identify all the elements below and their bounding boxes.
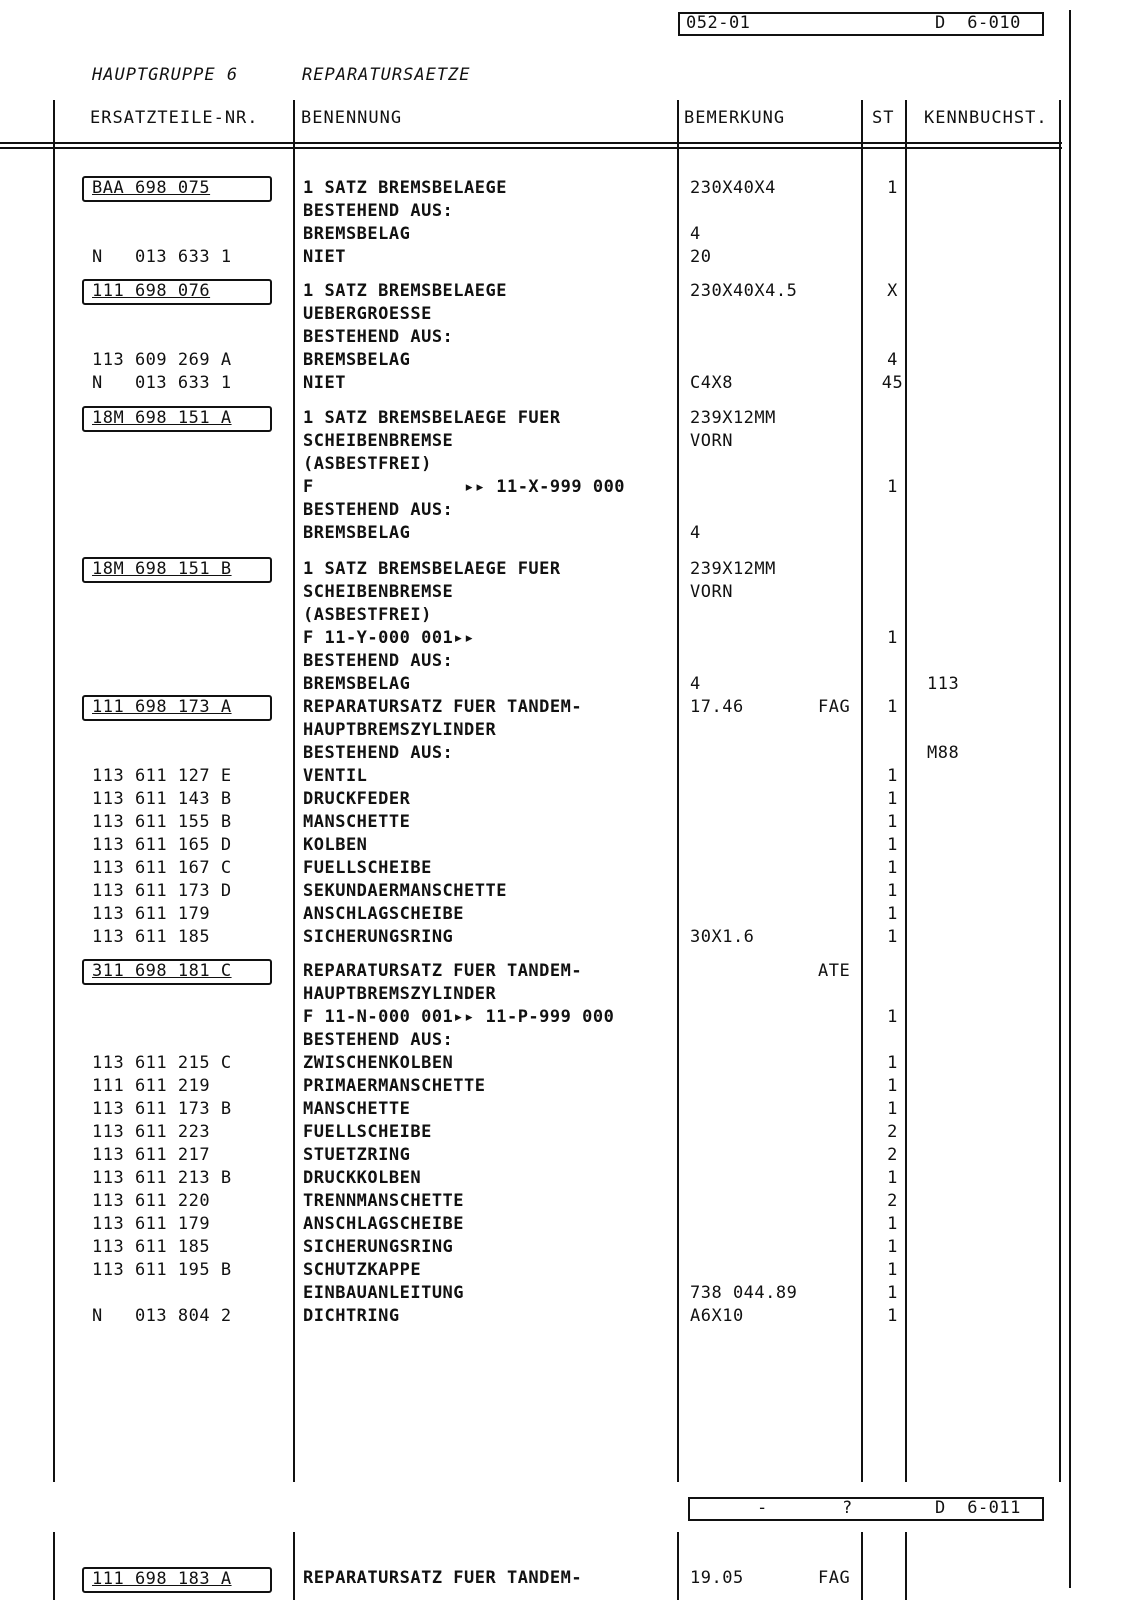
part-description: VENTIL [303,766,368,786]
header-rule [0,142,1062,144]
group-subtitle: REPARATURSAETZE [302,65,471,85]
part-description: DRUCKFEDER [303,789,411,809]
part-description: FUELLSCHEIBE [303,858,432,878]
part-description: F ▸▸ 11-X-999 000 [303,477,626,497]
column-line-2 [293,100,295,1482]
part-quantity: 2 [887,1145,898,1165]
part-description: BESTEHEND AUS: [303,651,454,671]
group-title: HAUPTGRUPPE 6 [92,65,239,85]
part-quantity: 2 [887,1191,898,1211]
part-description: MANSCHETTE [303,812,411,832]
part-quantity: 1 [887,697,898,717]
part-description: STUETZRING [303,1145,411,1165]
part-number: 113 611 195 B [92,1260,232,1280]
part-description: HAUPTBREMSZYLINDER [303,720,497,740]
part-remark: 239X12MM [690,408,776,428]
right-margin-line [1069,10,1071,1588]
header-rule-2 [0,147,1062,149]
part-description: (ASBESTFREI) [303,605,432,625]
part-remark: 230X40X4 [690,178,776,198]
part-quantity: 45 [881,373,904,393]
part-description: KOLBEN [303,835,368,855]
part-quantity: 1 [887,927,898,947]
part-number: 113 611 155 B [92,812,232,832]
part-remark-supplier: ATE [818,961,851,981]
part-quantity: 2 [887,1122,898,1142]
page-reference-number: D 6-010 [935,13,1021,33]
part-description: 1 SATZ BREMSBELAEGE [303,178,507,198]
part-quantity: 1 [887,1007,898,1027]
part-description: F 11-N-000 001▸▸ 11-P-999 000 [303,1007,615,1027]
part-quantity: 1 [887,766,898,786]
part-number: N 013 633 1 [92,373,232,393]
part-quantity: 4 [887,350,898,370]
part-remark: A6X10 [690,1306,744,1326]
kit-part-number: BAA 698 075 [92,178,211,198]
part-number: 113 611 185 [92,927,211,947]
part-remark: VORN [690,431,733,451]
part-number: 113 611 223 [92,1122,211,1142]
part-description: DICHTRING [303,1306,400,1326]
part-quantity: 1 [887,812,898,832]
part-quantity: X [887,281,898,301]
part-remark: 20 [690,247,712,267]
part-number: 113 611 167 C [92,858,232,878]
part-remark: 738 044.89 [690,1283,798,1303]
column-line-6 [1059,100,1061,1482]
next-page-reference-number: D 6-011 [935,1498,1021,1518]
part-description: REPARATURSATZ FUER TANDEM- [303,697,583,717]
part-description: BREMSBELAG [303,224,411,244]
next-column-line-2 [293,1532,295,1600]
part-number: 113 611 185 [92,1237,211,1257]
part-description: BREMSBELAG [303,350,411,370]
part-description: NIET [303,247,346,267]
part-code-letter: 113 [927,674,960,694]
next-column-line-1 [53,1532,55,1600]
part-description: (ASBESTFREI) [303,454,432,474]
part-number: 113 611 179 [92,1214,211,1234]
next-column-line-4 [861,1532,863,1600]
part-description: 1 SATZ BREMSBELAEGE FUER [303,559,561,579]
page-reference-code: 052-01 [686,13,751,33]
part-quantity: 1 [887,1306,898,1326]
next-page-reference-left: - [757,1498,768,1518]
part-number: 113 611 217 [92,1145,211,1165]
part-description: 1 SATZ BREMSBELAEGE [303,281,507,301]
part-quantity: 1 [887,1053,898,1073]
part-quantity: 1 [887,1099,898,1119]
kit-part-number: 111 698 076 [92,281,211,301]
part-description: DRUCKKOLBEN [303,1168,422,1188]
part-remark: 4 [690,523,701,543]
part-number: 113 611 173 D [92,881,232,901]
part-remark: 230X40X4.5 [690,281,798,301]
part-description: BREMSBELAG [303,674,411,694]
column-header-st: ST [872,108,895,128]
column-line-4 [861,100,863,1482]
part-description: ZWISCHENKOLBEN [303,1053,454,1073]
part-description: SEKUNDAERMANSCHETTE [303,881,507,901]
part-remark: 239X12MM [690,559,776,579]
part-description: BREMSBELAG [303,523,411,543]
part-quantity: 1 [887,1260,898,1280]
part-remark-supplier: FAG [818,697,851,717]
part-description: BESTEHEND AUS: [303,201,454,221]
part-number: 113 611 165 D [92,835,232,855]
part-description: NIET [303,373,346,393]
part-description: UEBERGROESSE [303,304,432,324]
column-header-bemerkung: BEMERKUNG [684,108,786,128]
part-number: 113 611 220 [92,1191,211,1211]
part-quantity: 1 [887,477,898,497]
part-description: BESTEHEND AUS: [303,500,454,520]
part-description: SICHERUNGSRING [303,927,454,947]
part-code-letter: M88 [927,743,960,763]
kit-part-number: 18M 698 151 A [92,408,232,428]
part-quantity: 1 [887,1076,898,1096]
next-column-line-5 [905,1532,907,1600]
part-description: SCHEIBENBREMSE [303,431,454,451]
next-part-remark-supplier: FAG [818,1568,851,1588]
part-description: MANSCHETTE [303,1099,411,1119]
part-quantity: 1 [887,789,898,809]
part-number: 113 611 143 B [92,789,232,809]
part-description: F 11-Y-000 001▸▸ [303,628,475,648]
part-number: 113 611 215 C [92,1053,232,1073]
part-description: BESTEHEND AUS: [303,327,454,347]
part-description: REPARATURSATZ FUER TANDEM- [303,961,583,981]
part-description: PRIMAERMANSCHETTE [303,1076,486,1096]
part-description: EINBAUANLEITUNG [303,1283,465,1303]
part-remark: C4X8 [690,373,733,393]
part-quantity: 1 [887,858,898,878]
part-number: N 013 804 2 [92,1306,232,1326]
part-description: 1 SATZ BREMSBELAEGE FUER [303,408,561,428]
part-description: BESTEHEND AUS: [303,1030,454,1050]
part-number: 111 611 219 [92,1076,211,1096]
column-line-5 [905,100,907,1482]
kit-part-number: 311 698 181 C [92,961,232,981]
part-quantity: 1 [887,1237,898,1257]
part-description: HAUPTBREMSZYLINDER [303,984,497,1004]
part-number: 113 611 127 E [92,766,232,786]
part-quantity: 1 [887,835,898,855]
part-remark: 4 [690,224,701,244]
part-quantity: 1 [887,1214,898,1234]
part-number: 113 611 173 B [92,1099,232,1119]
part-description: SCHUTZKAPPE [303,1260,422,1280]
next-part-number: 111 698 183 A [92,1569,232,1589]
next-part-remark: 19.05 [690,1568,744,1588]
part-number: 113 609 269 A [92,350,232,370]
part-quantity: 1 [887,178,898,198]
part-description: SICHERUNGSRING [303,1237,454,1257]
next-page-reference-mid: ? [842,1498,853,1518]
part-number: N 013 633 1 [92,247,232,267]
kit-part-number: 18M 698 151 B [92,559,232,579]
part-description: ANSCHLAGSCHEIBE [303,904,465,924]
part-quantity: 1 [887,904,898,924]
part-description: TRENNMANSCHETTE [303,1191,465,1211]
part-description: BESTEHEND AUS: [303,743,454,763]
part-description: FUELLSCHEIBE [303,1122,432,1142]
part-description: ANSCHLAGSCHEIBE [303,1214,465,1234]
part-remark: 17.46 [690,697,744,717]
column-line-1 [53,100,55,1482]
column-header-kennbuchst: KENNBUCHST. [924,108,1048,128]
part-remark: 30X1.6 [690,927,755,947]
part-remark: 4 [690,674,701,694]
part-number: 113 611 179 [92,904,211,924]
part-quantity: 1 [887,1168,898,1188]
column-header-nr: ERSATZTEILE-NR. [90,108,259,128]
next-column-line-3 [677,1532,679,1600]
part-remark: VORN [690,582,733,602]
part-quantity: 1 [887,628,898,648]
part-quantity: 1 [887,881,898,901]
column-header-benennung: BENENNUNG [301,108,403,128]
part-description: SCHEIBENBREMSE [303,582,454,602]
part-quantity: 1 [887,1283,898,1303]
next-part-description: REPARATURSATZ FUER TANDEM- [303,1568,583,1588]
part-number: 113 611 213 B [92,1168,232,1188]
column-line-3 [677,100,679,1482]
kit-part-number: 111 698 173 A [92,697,232,717]
